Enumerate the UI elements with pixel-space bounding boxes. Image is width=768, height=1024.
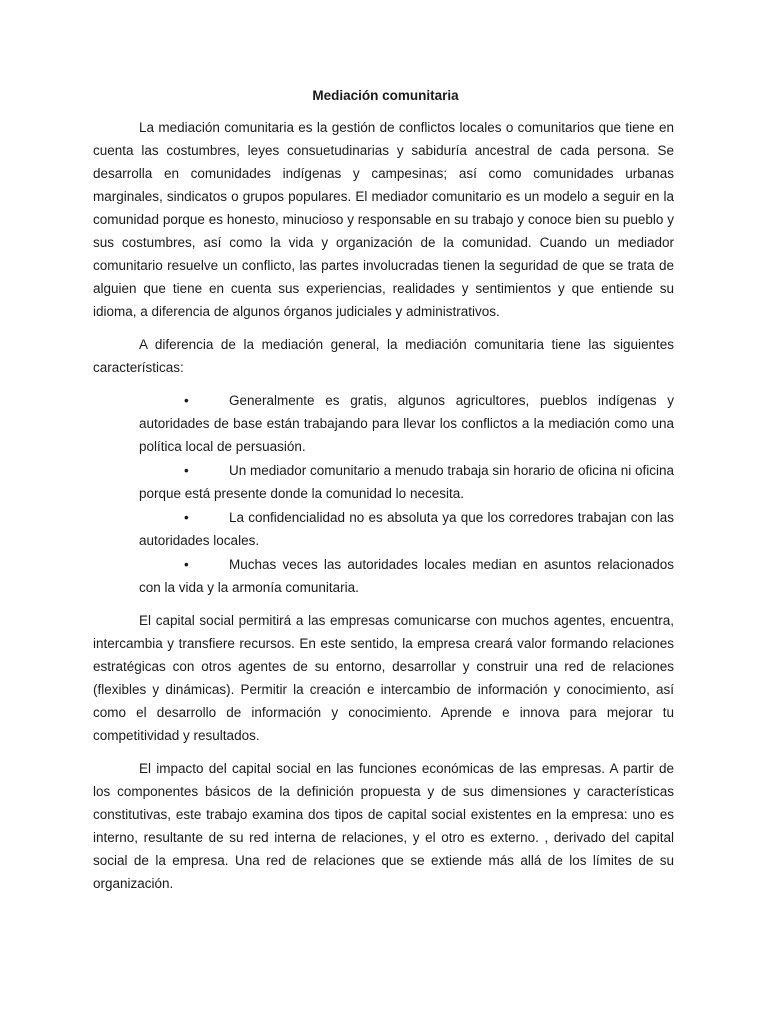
list-item-text: La confidencialidad no es absoluta ya que los corredores trabajan con las autoridades locales. <box>139 510 674 548</box>
paragraph-social-capital: El capital social permitirá a las empresas comunicarse con muchos agentes, encuentra, intercambia y transfiere recursos. En este sentido, la empresa creará valor formando relaciones estratégicas con otros agentes de su entorno, desarrollar y construir una red de relaciones (flexibles y dinámicas). Permitir la creación e intercambio de información y conocimiento, así como el desarrollo de información y conocimiento. Aprende e innova para mejorar tu competitividad y resultados. <box>93 613 674 743</box>
list-item-text: Muchas veces las autoridades locales median en asuntos relacionados con la vida y la armonía comunitaria. <box>139 557 674 595</box>
paragraph-economic-impact: El impacto del capital social en las funciones económicas de las empresas. A partir de los componentes básicos de la definición propuesta y de sus dimensiones y características constitutivas, este trabajo examina dos tipos de capital social existentes en la empresa: uno es interno, resultante de su red interna de relaciones, y el otro es externo. , derivado del capital social de la empresa. Una red de relaciones que se extiende más allá de los límites de su organización. <box>93 761 674 891</box>
list-item <box>139 506 674 552</box>
paragraph-characteristics-lead: A diferencia de la mediación general, la mediación comunitaria tiene las siguientes características: <box>93 337 674 375</box>
list-item-text: Un mediador comunitario a menudo trabaja sin horario de oficina ni oficina porque está presente donde la comunidad lo necesita. <box>139 463 674 501</box>
paragraph-intro: La mediación comunitaria es la gestión de conflictos locales o comunitarios que tiene en cuenta las costumbres, leyes consuetudinarias y sabiduría ancestral de cada persona. Se desarrolla en comunidades indígenas y campesinas; así como comunidades urbanas marginales, sindicatos o grupos populares. El mediador comunitario es un modelo a seguir en la comunidad porque es honesto, minucioso y responsable en su trabajo y conoce bien su pueblo y sus costumbres, así como la vida y organización de la comunidad. Cuando un mediador comunitario resuelve un conflicto, las partes involucradas tienen la seguridad de que se trata de alguien que tiene en cuenta sus experiencias, realidades y sentimientos y que entiende su idioma, a diferencia de algunos órganos judiciales y administrativos. <box>93 120 674 319</box>
list-item <box>139 459 674 505</box>
bullet-icon: • <box>184 557 189 572</box>
list-item <box>139 389 674 458</box>
bullet-icon: • <box>184 393 189 408</box>
list-item <box>139 553 674 599</box>
characteristics-list <box>93 389 674 599</box>
list-item-text: Generalmente es gratis, algunos agricultores, pueblos indígenas y autoridades de base están trabajando para llevar los conflictos a la mediación como una política local de persuasión. <box>139 393 674 454</box>
page-title: Mediación comunitaria <box>312 88 459 103</box>
bullet-icon: • <box>184 463 189 478</box>
bullet-icon: • <box>184 510 189 525</box>
